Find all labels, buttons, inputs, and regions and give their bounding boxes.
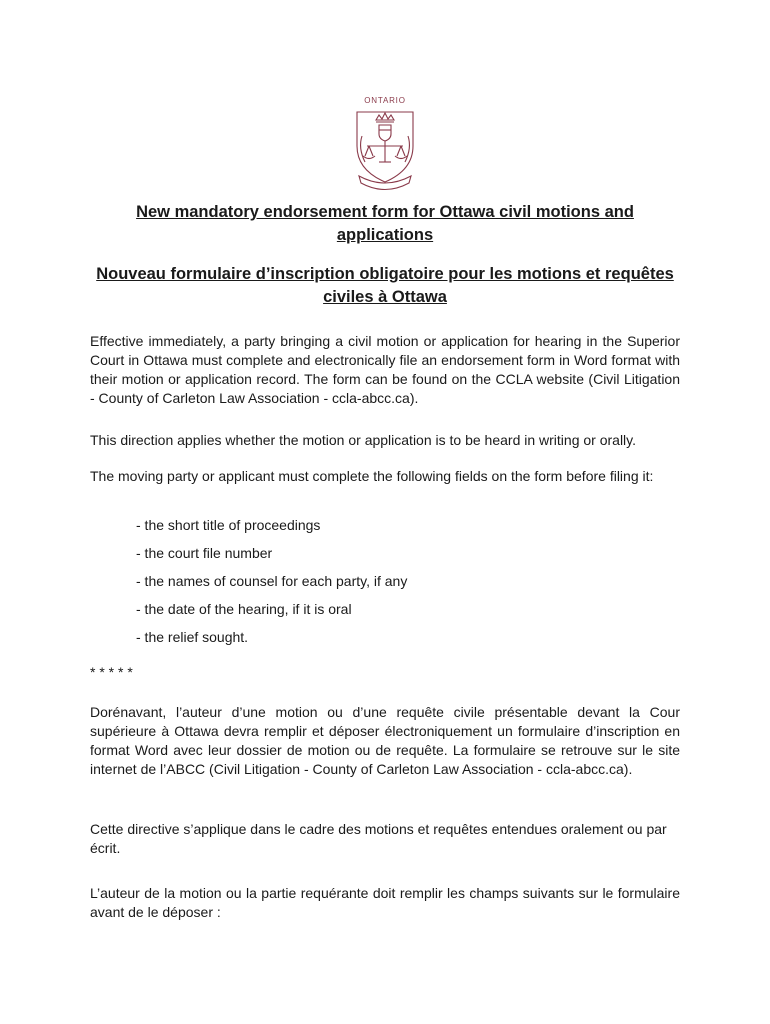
french-direction-paragraph: Cette directive s’applique dans le cadre des motions et requêtes entendues oralement ou par écrit. (90, 821, 667, 856)
list-item: - the relief sought. (136, 629, 249, 645)
english-direction-paragraph: This direction applies whether the motion or application is to be heard in writing or orally. (90, 432, 637, 448)
english-intro-paragraph: Effective immediately, a party bringing a civil motion or application for hearing in the Superior Court in Ottawa must complete and electronically file an endorsement form in Word format with their motion or application record. The form can be found on the CCLA website (Civil Litigation - County of Carleton Law Association - ccla-abcc.ca). (90, 333, 680, 406)
french-fields-intro: L’auteur de la motion ou la partie requérante doit remplir les champs suivants sur le formulaire avant de le déposer : (90, 885, 680, 920)
coat-of-arms-icon (345, 106, 425, 192)
seal-wordmark: ONTARIO (364, 96, 406, 105)
english-title: New mandatory endorsement form for Ottawa civil motions and applications (136, 203, 634, 244)
list-item: - the date of the hearing, if it is oral (136, 601, 352, 617)
list-item: - the court file number (136, 545, 273, 561)
list-item: - the names of counsel for each party, if any (136, 573, 408, 589)
list-item: - the short title of proceedings (136, 517, 321, 533)
english-fields-intro: The moving party or applicant must complete the following fields on the form before filing it: (90, 468, 654, 484)
required-fields-list (136, 516, 407, 656)
french-intro-paragraph: Dorénavant, l’auteur d’une motion ou d’une requête civile présentable devant la Cour supérieure à Ottawa devra remplir et déposer électroniquement un formulaire d’inscription en format Word avec leur dossier de motion ou de requête. La formulaire se retrouve sur le site internet de l’ABCC (Civil Litigation - County of Carleton Law Association - ccla-abcc.ca). (90, 704, 680, 777)
section-separator: * * * * * (90, 664, 133, 680)
ontario-justice-seal (345, 92, 425, 192)
french-title: Nouveau formulaire d’inscription obligatoire pour les motions et requêtes civiles à Ottawa (96, 265, 674, 306)
